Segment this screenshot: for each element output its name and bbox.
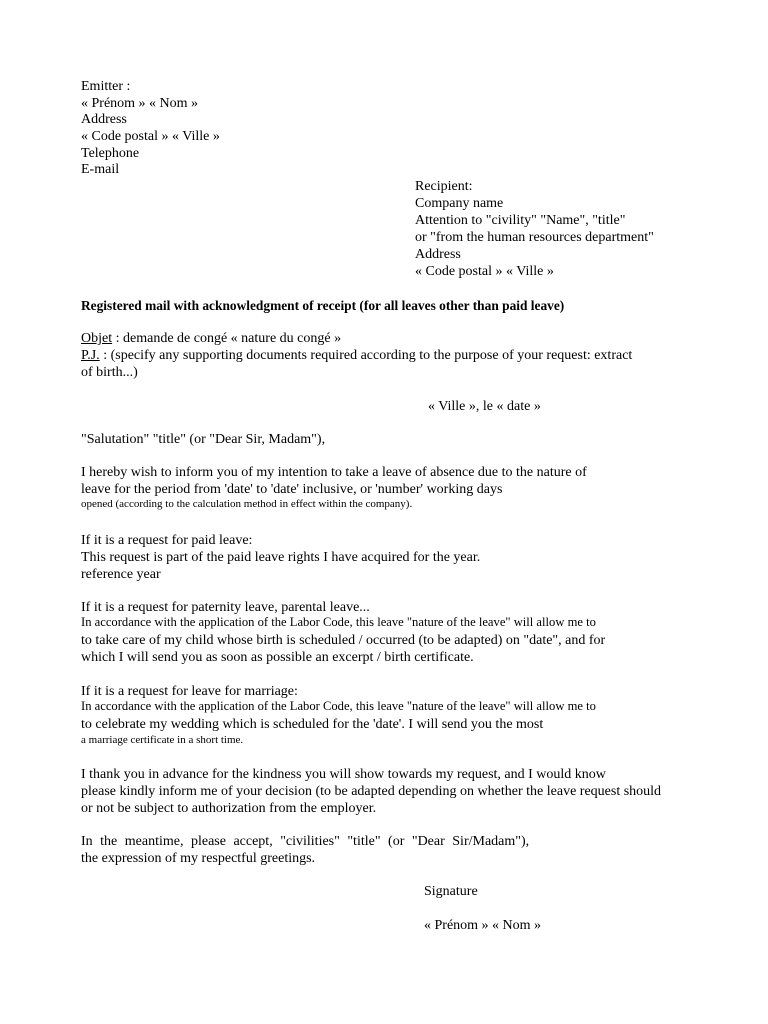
pj-text-cont: of birth...) — [81, 365, 138, 380]
marriage-line-3: a marriage certificate in a short time. — [81, 734, 244, 746]
thanks-line-3: or not be subject to authorization from the employer. — [81, 801, 377, 816]
emitter-name: « Prénom » « Nom » — [81, 96, 199, 111]
mail-type-heading: Registered mail with acknowledgment of receipt (for all leaves other than paid leave) — [81, 298, 565, 313]
paternity-line-2: to take care of my child whose birth is scheduled / occurred (to be adapted) on "date", and for — [81, 633, 606, 648]
thanks-line-2: please kindly inform me of your decision (to be adapted depending on whether the leave request should — [81, 784, 662, 799]
paid-leave-line-2: reference year — [81, 567, 161, 582]
paternity-line-1: In accordance with the application of the Labor Code, this leave "nature of the leave" will allow me to — [81, 615, 596, 629]
recipient-hr: or "from the human resources department" — [415, 230, 654, 245]
signature-label: Signature — [424, 884, 478, 899]
marriage-line-1: In accordance with the application of the Labor Code, this leave "nature of the leave" will allow me to — [81, 699, 596, 713]
salutation: "Salutation" "title" (or "Dear Sir, Madam"), — [81, 432, 326, 447]
emitter-label: Emitter : — [81, 79, 131, 94]
paternity-line-3: which I will send you as soon as possible an excerpt / birth certificate. — [81, 650, 474, 665]
emitter-address: Address — [81, 112, 127, 127]
emitter-telephone: Telephone — [81, 146, 140, 161]
paid-leave-line-1: This request is part of the paid leave rights I have acquired for the year. — [81, 550, 481, 565]
emitter-email: E-mail — [81, 162, 120, 177]
pj-line — [81, 347, 632, 364]
marriage-heading: If it is a request for leave for marriage: — [81, 684, 298, 699]
objet-label: Objet — [81, 331, 113, 346]
pj-label: P.J. — [81, 348, 100, 363]
marriage-line-2: to celebrate my wedding which is scheduled for the 'date'. I will send you the most — [81, 717, 544, 732]
intro-line-3: opened (according to the calculation method in effect within the company). — [81, 498, 413, 510]
emitter-postal: « Code postal » « Ville » — [81, 129, 220, 144]
signature-name: « Prénom » « Nom » — [424, 918, 542, 933]
recipient-company: Company name — [415, 196, 504, 211]
pj-text: : (specify any supporting documents required according to the purpose of your request: extract — [103, 348, 633, 363]
recipient-postal: « Code postal » « Ville » — [415, 264, 554, 279]
closing-line-2: the expression of my respectful greetings. — [81, 851, 316, 866]
objet-text: : demande de congé « nature du congé » — [112, 331, 342, 346]
closing-line-1: In the meantime, please accept, "civilities" "title" (or "Dear Sir/Madam"), — [81, 834, 530, 849]
intro-line-1: I hereby wish to inform you of my intention to take a leave of absence due to the nature of — [81, 465, 587, 480]
recipient-attention: Attention to "civility" "Name", "title" — [415, 213, 626, 228]
paternity-heading: If it is a request for paternity leave, parental leave... — [81, 600, 370, 615]
objet-line — [81, 330, 341, 347]
thanks-line-1: I thank you in advance for the kindness you will show towards my request, and I would know — [81, 767, 606, 782]
intro-line-2: leave for the period from 'date' to 'date' inclusive, or 'number' working days — [81, 482, 503, 497]
recipient-label: Recipient: — [415, 179, 473, 194]
paid-leave-heading: If it is a request for paid leave: — [81, 533, 253, 548]
recipient-address: Address — [415, 247, 461, 262]
place-date: « Ville », le « date » — [428, 399, 541, 414]
